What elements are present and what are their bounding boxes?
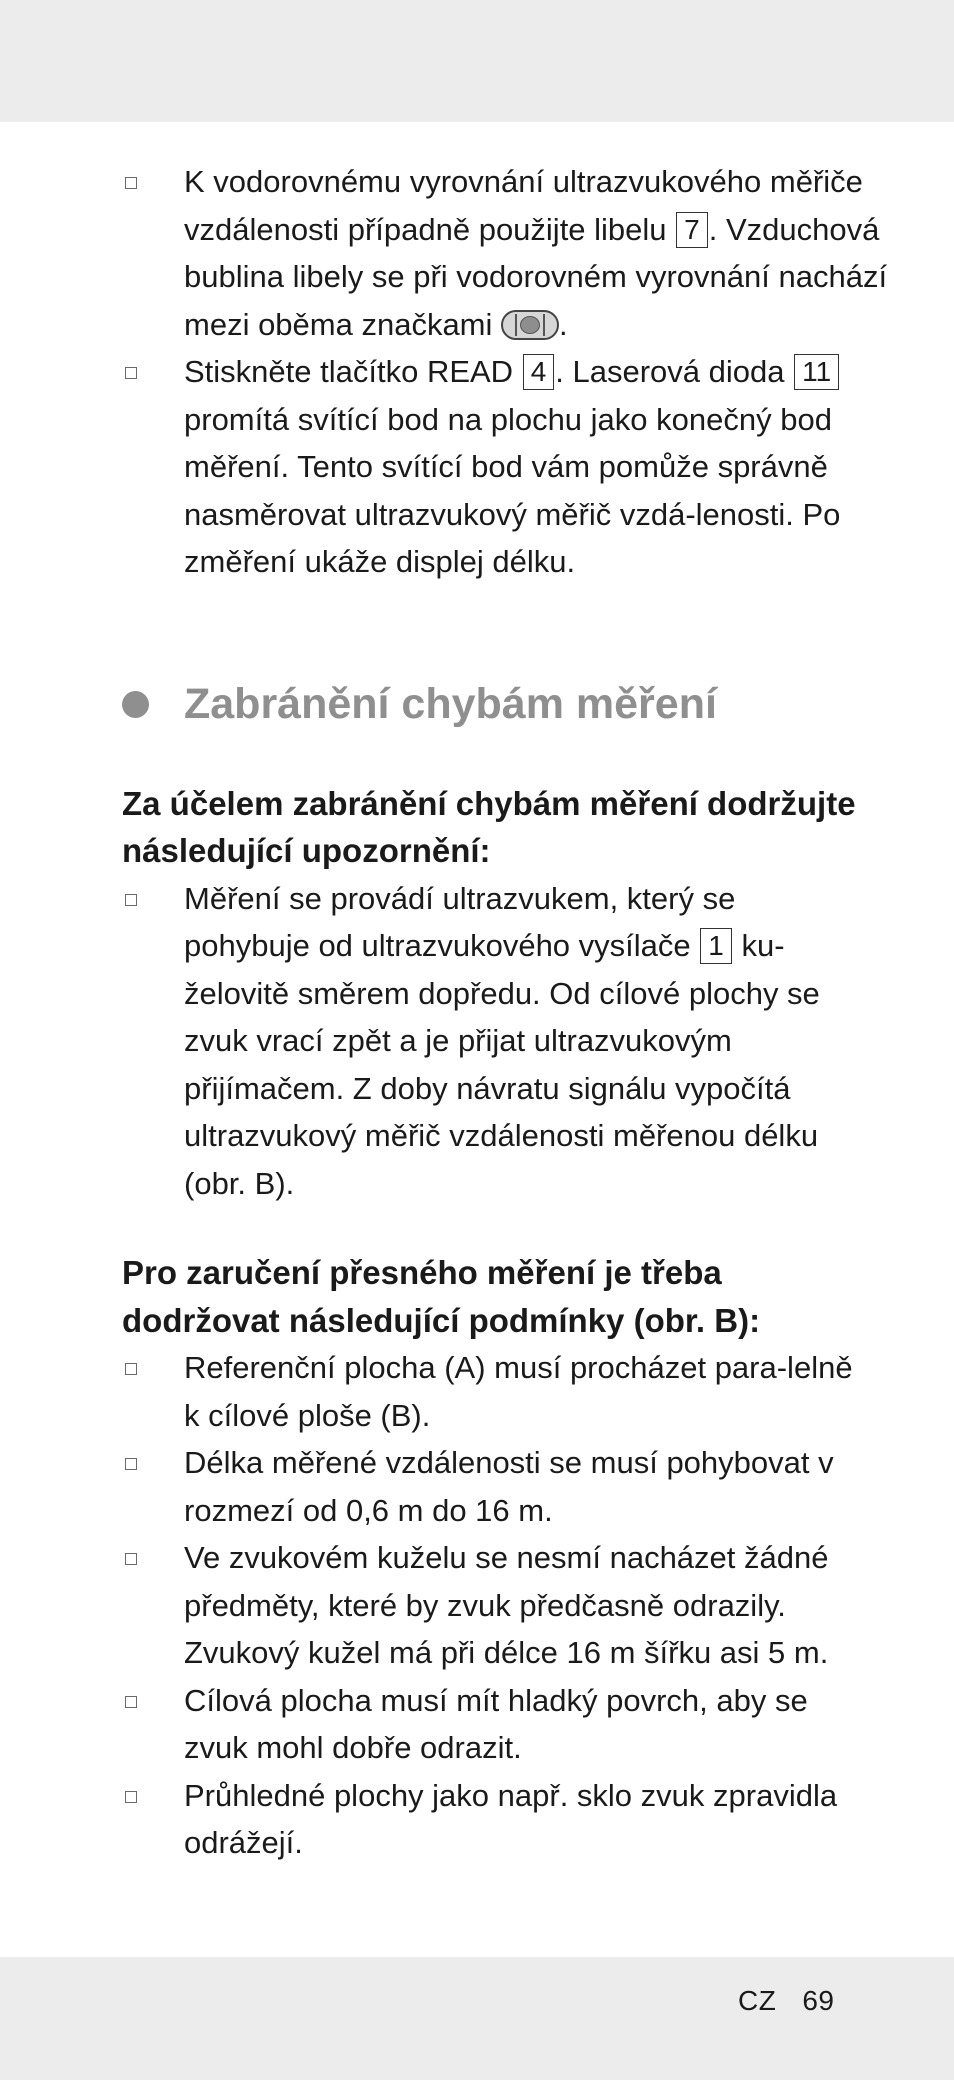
spirit-level-icon — [501, 310, 559, 340]
item-text: Měření se provádí ultrazvukem, který se pohybuje od ultrazvukového vysílače — [184, 880, 736, 963]
square-bullet-icon — [125, 1791, 137, 1803]
item-text: Referenční plocha (A) musí procházet para-lelně k cílové ploše (B). — [184, 1350, 853, 1433]
square-bullet-icon — [125, 1363, 137, 1375]
list-item — [122, 348, 916, 586]
section-title — [122, 676, 862, 732]
part-number-box: 4 — [523, 354, 555, 390]
bottom-margin-band — [0, 1957, 954, 2080]
page-content — [122, 158, 888, 1867]
item-text: Délka měřené vzdálenosti se musí pohybovat v rozmezí od 0,6 m do 16 m. — [184, 1445, 834, 1528]
subheading-conditions: Pro zaručení přesného měření je třeba dodržovat následující podmínky (obr. B): — [122, 1254, 761, 1339]
item-text: Cílová plocha musí mít hladký povrch, aby se zvuk mohl dobře odrazit. — [184, 1682, 808, 1765]
item-text: promítá svítící bod na plochu jako konečný bod měření. Tento svítící bod vám pomůže správně nasměrovat ultrazvukový měřič vzdá-lenosti. Po změření ukáže displej délku. — [184, 401, 841, 579]
square-bullet-icon — [125, 1553, 137, 1565]
part-number-box: 7 — [676, 212, 708, 248]
intro-list — [122, 158, 888, 586]
list-item — [122, 1534, 862, 1677]
list-item — [122, 1677, 862, 1772]
part-number-box: 11 — [794, 354, 839, 390]
top-margin-band — [0, 0, 954, 122]
item-text: . Laserová dioda — [555, 354, 794, 389]
footer-page-number: 69 — [802, 1985, 835, 2016]
list-item — [122, 875, 862, 1208]
square-bullet-icon — [125, 1696, 137, 1708]
item-text: Průhledné plochy jako např. sklo zvuk zpravidla odrážejí. — [184, 1777, 838, 1860]
item-text: . — [559, 306, 568, 342]
section-title-text: Zabránění chybám měření — [184, 679, 717, 728]
item-text: Stiskněte tlačítko READ — [184, 354, 522, 389]
conditions-list — [122, 1344, 862, 1867]
subheading-precautions: Za účelem zabránění chybám měření dodržujte následující upozornění: — [122, 784, 856, 869]
list-item — [122, 1344, 862, 1439]
list-item — [122, 1439, 862, 1534]
footer-language: CZ — [738, 1985, 777, 2016]
part-number-box: 1 — [700, 928, 732, 964]
square-bullet-icon — [125, 177, 137, 189]
precautions-list — [122, 875, 862, 1208]
square-bullet-icon — [125, 894, 137, 906]
list-item — [122, 158, 924, 348]
item-text: . Vzduchová bublina libely se při vodorovném vyrovnání nachází mezi oběma značkami — [184, 211, 888, 342]
filled-circle-icon — [122, 691, 149, 718]
square-bullet-icon — [125, 367, 137, 379]
square-bullet-icon — [125, 1458, 137, 1470]
list-item — [122, 1772, 862, 1867]
page-footer — [738, 1985, 834, 2017]
item-text: ku-želovitě směrem dopředu. Od cílové plochy se zvuk vrací zpět a je přijat ultrazvukovým přijímačem. Z doby návratu signálu vypočítá ultrazvukový měřič vzdálenosti měřenou délku (obr. B). — [184, 928, 820, 1201]
item-text: Ve zvukovém kuželu se nesmí nacházet žádné předměty, které by zvuk předčasně odrazily. Zvukový kužel má při délce 16 m šířku asi 5 m. — [184, 1540, 829, 1670]
item-text: K vodorovnému vyrovnání ultrazvukového měřiče vzdálenosti případně použijte libelu — [184, 164, 863, 247]
